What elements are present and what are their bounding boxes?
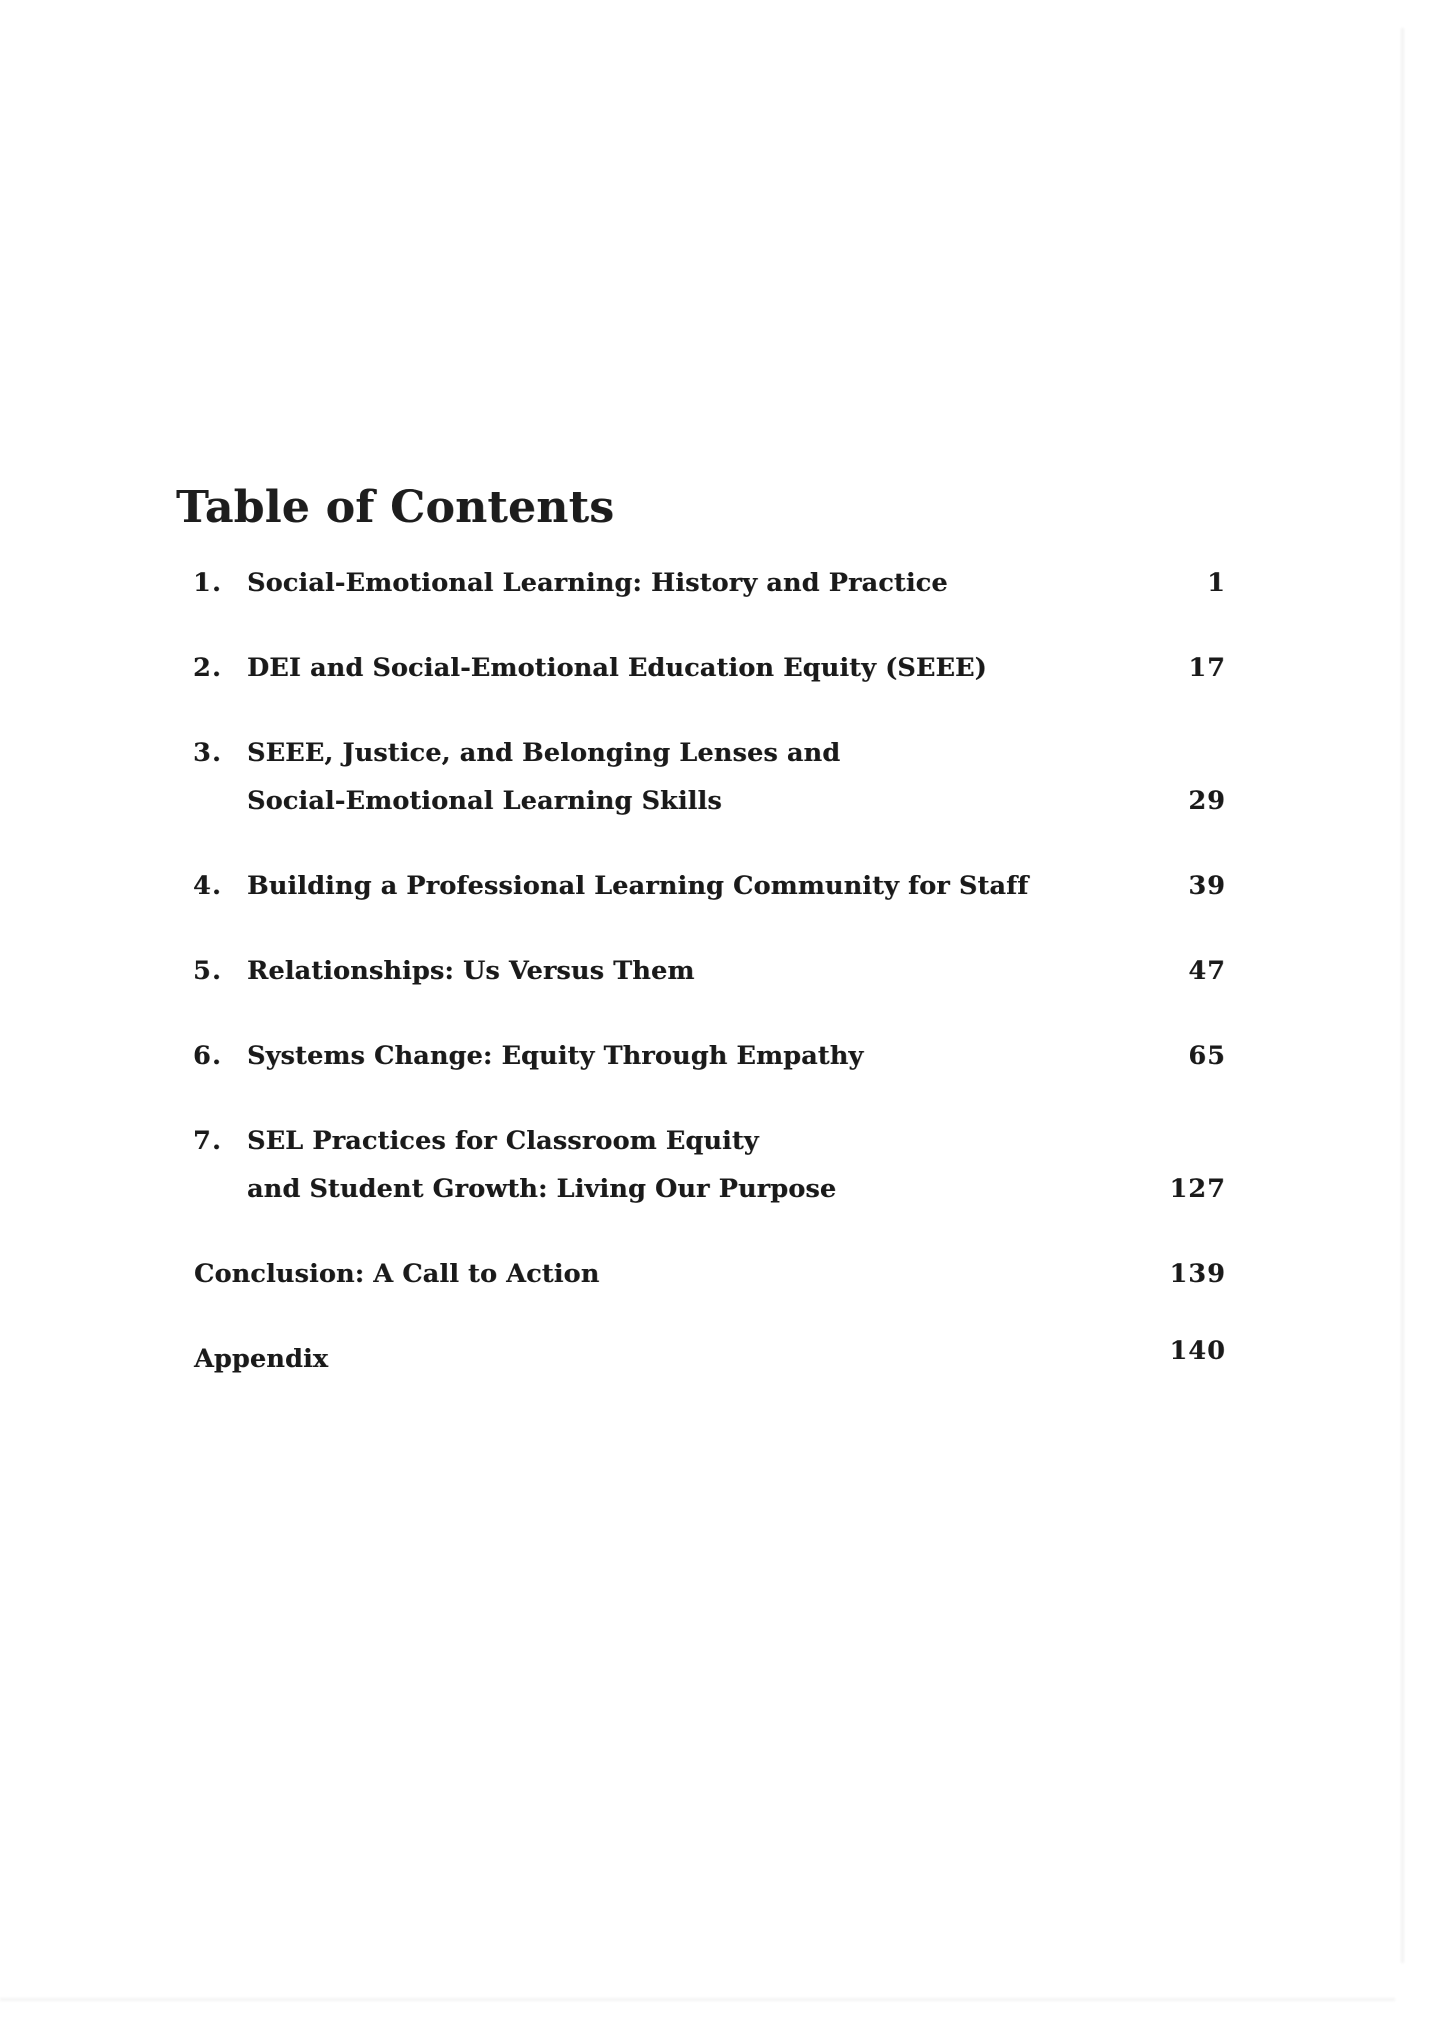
toc-entry-list bbox=[0, 568, 1433, 1429]
toc-entry-number: 6. bbox=[193, 1041, 223, 1071]
toc-entry-title[interactable]: Relationships: Us Versus Them bbox=[247, 956, 695, 986]
toc-entry-line bbox=[0, 653, 1433, 699]
toc-entry-title-continued[interactable]: Social-Emotional Learning Skills bbox=[247, 786, 722, 816]
toc-entry-page-number: 139 bbox=[1169, 1259, 1226, 1289]
toc-entry-line-continuation bbox=[0, 1174, 1433, 1220]
toc-entry-page-number: 65 bbox=[1188, 1041, 1226, 1071]
toc-entry-line bbox=[0, 1336, 1433, 1390]
page-title: Table of Contents bbox=[176, 482, 615, 533]
toc-entry-conclusion[interactable] bbox=[0, 1259, 1433, 1305]
toc-entry-line bbox=[0, 1041, 1433, 1087]
toc-entry-title[interactable]: DEI and Social-Emotional Education Equity (SEEE) bbox=[247, 653, 987, 683]
toc-entry-appendix[interactable] bbox=[0, 1336, 1433, 1390]
toc-entry-line bbox=[0, 956, 1433, 1002]
toc-entry-line bbox=[0, 1259, 1433, 1305]
toc-entry-title[interactable]: SEEE, Justice, and Belonging Lenses and bbox=[247, 738, 841, 768]
toc-entry-title[interactable]: Social-Emotional Learning: History and Practice bbox=[247, 568, 948, 598]
toc-entry-line bbox=[0, 1126, 1433, 1172]
toc-entry-number: 4. bbox=[193, 871, 223, 901]
toc-entry[interactable] bbox=[0, 1126, 1433, 1220]
toc-entry[interactable] bbox=[0, 956, 1433, 1002]
page-edge-shadow-right bbox=[1400, 28, 1405, 1963]
toc-entry-number: 7. bbox=[193, 1126, 223, 1156]
toc-entry-number: 2. bbox=[193, 653, 223, 683]
page-edge-shadow-bottom bbox=[0, 1997, 1395, 2002]
toc-entry[interactable] bbox=[0, 738, 1433, 832]
toc-entry-number: 3. bbox=[193, 738, 223, 768]
toc-entry-title[interactable]: SEL Practices for Classroom Equity bbox=[247, 1126, 759, 1156]
toc-entry-line bbox=[0, 871, 1433, 917]
toc-entry-title[interactable]: Conclusion: A Call to Action bbox=[194, 1259, 600, 1289]
toc-entry-page-number: 47 bbox=[1188, 956, 1226, 986]
toc-entry-number: 1. bbox=[193, 568, 223, 598]
toc-entry[interactable] bbox=[0, 568, 1433, 614]
toc-entry-title-continued[interactable]: and Student Growth: Living Our Purpose bbox=[247, 1174, 837, 1204]
toc-entry-page-number: 39 bbox=[1188, 871, 1226, 901]
toc-entry-page-number: 29 bbox=[1188, 786, 1226, 816]
toc-entry-title[interactable]: Appendix bbox=[194, 1344, 329, 1374]
toc-entry-line-continuation bbox=[0, 786, 1433, 832]
toc-entry-line bbox=[0, 568, 1433, 614]
toc-entry-title[interactable]: Systems Change: Equity Through Empathy bbox=[247, 1041, 864, 1071]
toc-entry-line bbox=[0, 738, 1433, 784]
toc-entry[interactable] bbox=[0, 1041, 1433, 1087]
toc-entry-page-number: 127 bbox=[1169, 1174, 1226, 1204]
toc-entry-number: 5. bbox=[193, 956, 223, 986]
toc-entry-page-number: 17 bbox=[1188, 653, 1226, 683]
toc-entry-title[interactable]: Building a Professional Learning Community for Staff bbox=[247, 871, 1029, 901]
toc-entry[interactable] bbox=[0, 653, 1433, 699]
toc-entry[interactable] bbox=[0, 871, 1433, 917]
toc-entry-page-number: 1 bbox=[1207, 568, 1226, 598]
toc-entry-page-number: 140 bbox=[1169, 1336, 1226, 1366]
